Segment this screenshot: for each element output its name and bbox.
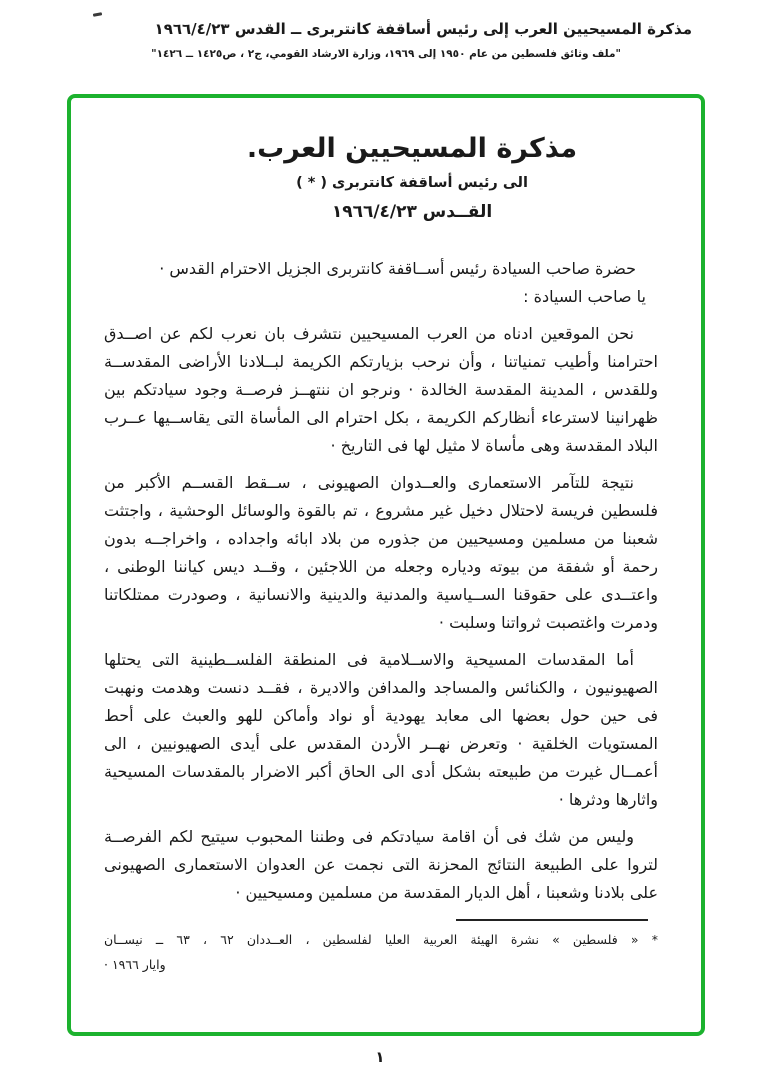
paragraph: نتيجة للتآمر الاستعمارى والعــدوان الصهيونى ، ســقط القســم الأكبر من فلسطين فريسة لاحتلال دخيل غير مشروع ، تم بالقوة والوسائل الوحشية ، واجتثت شعبنا من مسلمين ومسيحيين من جذوره من بلاد ابائه واجداده ، واخراجــه بدون رحمة أو شفقة من بيوته ودياره وجعله من اللاجئين ، وقــد ديس كياننا الوطنى ، واعتــدى على حقوقنا الســياسية والمدنية والدينية والانسانية ، وصودرت ممتلكاتنا ودمرت واغتصبت ثرواتنا وسلبت · xyxy=(104,472,658,632)
document-title: مذكرة المسيحيين العرب. xyxy=(246,133,578,164)
document-frame xyxy=(67,94,705,1036)
paragraph: أما المقدسات المسيحية والاســلامية فى المنطقة الفلســطينية التى يحتلها الصهيونيون ، والكنائس والمساجد والمدافن والاديرة ، فقــد دنست وهدمت ونهبت فى حين حول بعضها الى معابد يهودية أو نواد وأماكن للهو والعبث على أحط المستويات الخلقية · وتعرض نهــر الأردن المقدس على أيدى الصهيونيين ، الى أعمــال غيرت من طبيعته بشكل أدى الى الحاق أكبر الاضرار بالمقدسات المسيحية واثارها ودثرها · xyxy=(104,649,658,809)
header-citation-source: "ملف وثائق فلسطين من عام ١٩٥٠ إلى ١٩٦٩، وزارة الارشاد القومي، ج٢ ، ص١٤٢٥ ــ ١٤٢٦" xyxy=(151,48,621,60)
page-number: ١ xyxy=(375,1048,385,1066)
scan-artifact xyxy=(93,12,102,17)
document-title-block xyxy=(166,132,658,222)
document-body xyxy=(71,98,701,1032)
salutation-line: يا صاحب السيادة : xyxy=(523,286,646,306)
header-citation-title: مذكرة المسيحيين العرب إلى رئيس أساقفة كانتربرى ــ القدس ١٩٦٦/٤/٢٣ xyxy=(154,20,692,38)
document-subtitle: الى رئيس أساقفة كانتربرى ( * ) xyxy=(296,174,528,191)
footnote-line: وايار ١٩٦٦ · xyxy=(104,956,166,972)
footnote-line: * « فلسطين » نشرة الهيئة العربية العليا لفلسطين ، العــددان ٦٢ ، ٦٣ ــ نيســان xyxy=(104,931,658,947)
footnote xyxy=(104,927,658,977)
salutation-line: حضرة صاحب السيادة رئيس أســاقفة كانتربرى الجزيل الاحترام القدس · xyxy=(159,258,636,278)
footnote-separator xyxy=(456,919,648,921)
document-dateline: القــدس ١٩٦٦/٤/٢٣ xyxy=(331,201,493,222)
paragraph: نحن الموقعين ادناه من العرب المسيحيين نتشرف بان نعرب لكم عن اصــدق احترامنا وأطيب تمنياتنا ، وأن نرحب بزيارتكم الكريمة لبــلادنا الأراضى المقدســة وللقدس ، المدينة المقدسة الخالدة · ونرجو ان ننتهــز فرصــة وجود سيادتكم بين ظهرانينا لاسترعاء أنظاركم الكريمة ، بكل احترام الى المأساة التى يقاســيها عــرب البلاد المقدسة وهى مأساة لا مثيل لها فى التاريخ · xyxy=(104,323,658,455)
page-header xyxy=(60,20,692,60)
paragraph: وليس من شك فى أن اقامة سيادتكم فى وطننا المحبوب سيتيح لكم الفرصــة لتروا على الطبيعة النتائج المحزنة التى نجمت عن العدوان الاستعمارى الصهيونى على بلادنا وشعبنا ، أهل الديار المقدسة من مسلمين ومسيحيين · xyxy=(104,826,658,902)
letter-body xyxy=(104,255,658,907)
